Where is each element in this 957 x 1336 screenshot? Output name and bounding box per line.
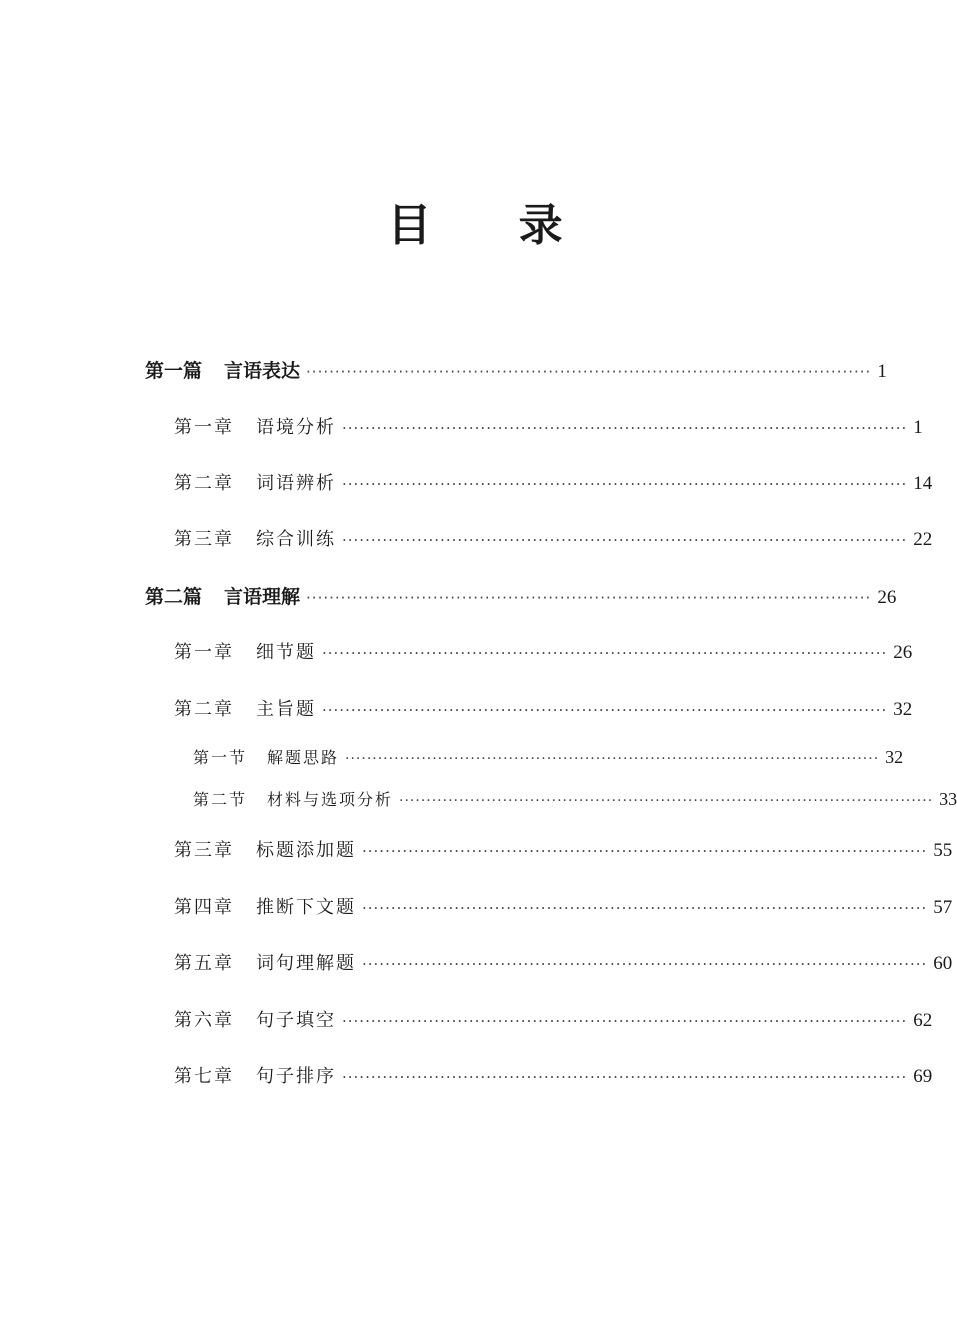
toc-entry-number: 第一章	[174, 417, 234, 438]
toc-entry-page: 69	[913, 1066, 933, 1087]
toc-entry-page: 55	[933, 840, 953, 861]
toc-entry-number: 第三章	[174, 529, 234, 550]
toc-entry[interactable]	[145, 582, 897, 609]
toc-entry[interactable]	[174, 413, 923, 439]
toc-entry-number: 第七章	[174, 1066, 234, 1087]
toc-leader-dots: ··································································································	[362, 955, 928, 973]
toc-entry-title: 标题添加题	[256, 840, 356, 861]
toc-entry-title: 言语表达	[224, 360, 301, 382]
toc-entry[interactable]	[174, 893, 953, 919]
toc-leader-dots: ··································································································	[322, 701, 888, 719]
toc-entry-page: 1	[913, 417, 923, 438]
toc-leader-dots: ··································································································	[342, 1012, 908, 1030]
toc-leader-dots: ··································································································	[342, 1068, 908, 1086]
toc-entry-page: 33	[939, 789, 957, 809]
toc-entry-title: 词语辨析	[256, 473, 336, 494]
toc-entry-title: 材料与选项分析	[267, 790, 394, 809]
toc-entry-page: 22	[913, 529, 933, 550]
toc-leader-dots: ··································································································	[306, 363, 872, 381]
toc-leader-dots: ··································································································	[342, 475, 908, 493]
toc-entry-page: 62	[913, 1010, 933, 1031]
toc-entry[interactable]	[174, 836, 953, 862]
toc-entry-number: 第二节	[193, 790, 248, 809]
page-title: 目 录	[387, 200, 599, 251]
toc-entry-page: 57	[933, 897, 953, 918]
toc-entry-title: 句子填空	[256, 1010, 336, 1031]
toc-entry[interactable]	[174, 638, 913, 664]
toc-leader-dots: ··································································································	[345, 751, 880, 767]
toc-entry[interactable]	[174, 695, 913, 721]
toc-entry-page: 32	[885, 747, 904, 767]
toc-entry-page: 1	[877, 361, 887, 382]
toc-entry-number: 第二篇	[145, 586, 203, 608]
toc-entry-page: 32	[893, 699, 913, 720]
toc-entry[interactable]	[145, 356, 887, 383]
toc-entry-title: 语境分析	[256, 417, 336, 438]
toc-entry-title: 言语理解	[224, 586, 301, 608]
toc-entry-number: 第四章	[174, 897, 234, 918]
toc-entry[interactable]	[174, 469, 933, 495]
toc-entry-number: 第五章	[174, 953, 234, 974]
toc-leader-dots: ··································································································	[362, 899, 928, 917]
toc-entry[interactable]	[193, 745, 904, 768]
toc-entry-number: 第六章	[174, 1010, 234, 1031]
toc-entry-number: 第一篇	[145, 360, 203, 382]
toc-entry-number: 第二章	[174, 473, 234, 494]
toc-entry-title: 主旨题	[256, 699, 316, 720]
toc-entry[interactable]	[174, 1006, 933, 1032]
toc-entry-number: 第三章	[174, 840, 234, 861]
toc-leader-dots: ··································································································	[362, 842, 928, 860]
toc-entry-title: 解题思路	[267, 748, 340, 767]
toc-entry-number: 第二章	[174, 699, 234, 720]
toc-entry[interactable]	[174, 1062, 933, 1088]
toc-entry-number: 第一节	[193, 748, 248, 767]
toc-entry-title: 细节题	[256, 642, 316, 663]
toc-entry-title: 句子排序	[256, 1066, 336, 1087]
toc-leader-dots: ··································································································	[399, 793, 934, 809]
toc-entry[interactable]	[174, 525, 933, 551]
toc-entry-title: 综合训练	[256, 529, 336, 550]
toc-entry-page: 60	[933, 953, 953, 974]
toc-entry-page: 14	[913, 473, 933, 494]
toc-entry-page: 26	[893, 642, 913, 663]
toc-entry-title: 词句理解题	[256, 953, 356, 974]
toc-leader-dots: ··································································································	[342, 419, 908, 437]
toc-entry-title: 推断下文题	[256, 897, 356, 918]
toc-leader-dots: ··································································································	[306, 589, 872, 607]
toc-entry[interactable]	[193, 787, 957, 810]
toc-entry-number: 第一章	[174, 642, 234, 663]
toc-entry-page: 26	[877, 587, 897, 608]
toc-entry[interactable]	[174, 949, 953, 975]
toc-leader-dots: ··································································································	[342, 531, 908, 549]
toc-leader-dots: ··································································································	[322, 644, 888, 662]
